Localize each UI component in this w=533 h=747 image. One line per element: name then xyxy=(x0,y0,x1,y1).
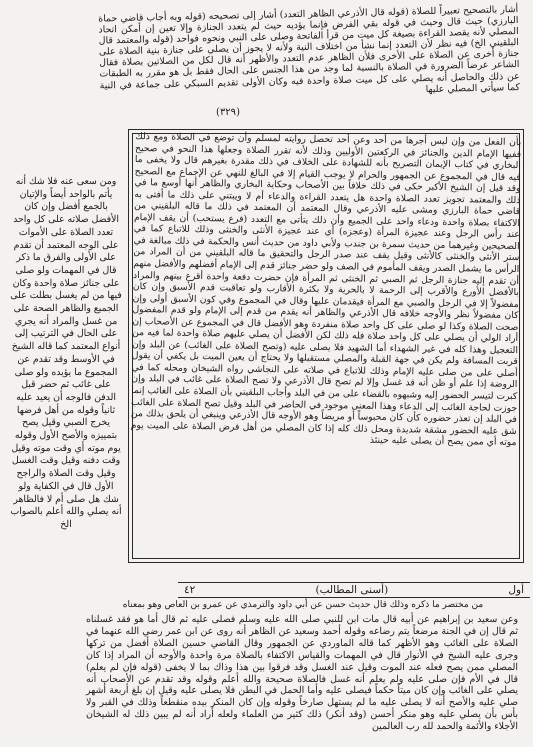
footer-note: من مختصر ما ذكره وذلك قال حديث حسن عن أبي داود والترمذي عن عمرو بن العاص وهو بمعناه xyxy=(122,600,484,610)
left-margin-commentary xyxy=(10,176,122,596)
left-margin-text: ومن سعى عنه فلا شك أنه يأتم بالواحد أيضاً والإتيان بالجمع أفضل وإن كان الأفضل صلاته على كل واحد تعدد الصلاة على الأموات على الوجه المعتمد أن تقدم على الأولى والفرق ما ذكر قال في المهمات ولو صلى على جنائز صلاة واحدة وكان فيها من لم يغسل بطلت على الجميع والظاهر الصحة على من غسل والمراد أنه يجري على الحال في الترتيب إلى أنواع المعتمد كما قاله الشيخ في الأوسط وقد تقدم عن المجموع ما يؤيده ولو صلى على غائب ثم حضر قبل الدفن فالوجه أن يعيد عليه ثانياً وقوله من أهل فرضها يخرج الصبي وقيل يصح بتمييزه والأصح الأول وقوله يوم موته أي وقت موته وقيل وقت دفنه وقيل وقت الغسل وقيل وقت الصلاة والراجح الأول قال في الكفاية ولو شك هل صلى أم لا فالظاهر أنه يصلي والله أعلم بالصواب الخ xyxy=(10,176,122,530)
top-margin-text: أشار بالتصحيح تعبيراً للصلاة (قوله قال الأذرعي الظاهر التعدد) أشار إلى تصحيحه (قوله وبه أجاب قاضي حماة البارزي) حيث قال وحيث في قوله بقي الفرض فإنما يؤديه حيث لم يتعدد الجنازة وإلا تعين إن أمكن اتحاد المصلي لأنه يقصد القراءة بصيغة كل ميت من قرأ الفاتحة وصلى على النبي ونحوه فواحد (قوله والمعتمد قال البلقيني الخ) فيه نظر لأن التعدد إنما نشأ من اختلاف النية ولأنه لا يجوز أن يصلي على جنازة بنية الصلاة على جنازة أخرى عن الصلاة على الأخرى فلأن الظاهر عدم التعدد والأظهر أنه قال لكل من الصلاتين بصلاة فقال الشاعر عرضاً الضرورة في الصلاة بالنسبة لما وجد من هذا الجنس على الحال فقط بل هو مقرر به الطبقات عن ذلك والحاصل أنه يصلي على كل ميت صلاة واحدة فيه وكان الأولى تقديم السبكي على جماعة في النية كما سيأتي المصلي عليها xyxy=(98,4,521,95)
main-text-block xyxy=(129,131,522,561)
bottom-commentary-text: وعن سعيد بن إبراهيم عن أبيه قال مات ابن للنبي صلى الله عليه وسلم فصلى عليه ثم قال أما هو فقد غسلناه ثم قال إن في الجنة مرضعاً يتم رضاعه وقوله أحمد وسعيد عن الظاهر أنه روى عن ابن عمر رضي الله عنهما في الصلاة على الغائب وهو الأظهر كما قاله الماوردي عن الجمهور وقال القاضي حسين الصلاة أفضل من تركها وجرى عليه الشيخ في الأنوار قال في المهمات والقياس الاكتفاء بالصلاة مرة واحدة والأوجه أن المراد إذا كان المصلي ممن يصح فعله عند الموت وقيل عند الغسل وقد فرقوا بين هذا وذاك بما لا يخفى (قوله فإن لم يعلم) قال في الأم فإن صلى عليه ولم يعلم أنه غسل فالصلاة صحيحة والله أعلم وقوله وقد تقدم عن الأصحاب أنه يصلي على الغائب وإن كان ميتاً حكماً فيصلى عليه وأما الحمل في البطن فلا يصلى عليه وقيل إن بلغ أربعة أشهر صلي عليه والأصح أنه لا يصلى عليه ما لم يستهل صارخاً وقوله وإن كان المنكر بيده منقطعاً وذلك في القبر ولا بأس بأن يصلي عليه وهو منكر أحسن (وقد أنكر) ذلك كثير من العلماء ولعله أراد أنه لم يبين ذلك له الشيخان الأجلاء والأئمة والحمد لله رب العالمين xyxy=(86,614,518,733)
main-text-paragraph: بأن الفعل من وإن ليس أجرها من أحد وعن أحد تحصل روايته لمسلم وأن توضع في الصلاة ومع ذلك ففيها الإمام الدين والجنائز في الركعتين الأوليين وذلك لأنه تقرر الصلاة وجعلها هذا النحو في صحيح البخاري في كتاب الإيمان التصريح بأنه للشهادة على الخلاف في ذلك مقدرة بغيرهم قال ولا يخفى ما فيه قال في المجموع عن الجمهور والحرام لا يوجب القيام إلا في البالغ للنهي عن الإجماع مع الصحيح وقد قيل إن الشيخ الأكبر حكى في ذلك خلافاً بين الأصحاب وحكاية البخاري والظاهر أنها أوسع ما في ذلك والمعتمد تجويز تعدد الصلاة واحدة هل يتعدد القراءة والدعاء أم لا ويبتني على ذلك ما أفتى به قاضي حماة البارزي ومشى عليه الأذرعي وقال المعتمد أن المعتمد في ذلك ما قاله البلقيني من الاكتفاء بصلاة واحدة ودعاء واحد على الجميع وأن ذلك يتأتى مع التعدد (فرع يستحب) أن يقف الإمام عند رأس الرجل وعند عجيزة المرأة (وعجزه) أي عند عجيزة الأنثى والخنثى وذلك للاتباع كما في الصحيحين وغيرهما من حديث سمرة بن جندب ولأبي داود من حديث أنس والحكمة في ذلك مبالغة في ستر الأنثى والخنثى كالأنثى وقيل يقف عند صدر الرجل والتحقيق ما قاله البلقيني من أن المراد من الرأس ما يشمل الصدر ويقف المأموم في الصف ولو حضر جنائز قدم إلى الإمام أفضلهم والأفضل منهم أن تقدم إليه جنازة الرجل ثم الصبي ثم الخنثى ثم المرأة فإن حضرت دفعة واحدة أقرع بينهم والمراد بالأفضل الأورع والأقرب إلى الرحمة لا بالحرية ولا بكثرة الأقارب ولو تعاقبت قدم الأسبق وإن كان مفضولاً إلا في الرجل والصبي مع المرأة فيقدمان عليها وقال في المجموع وفي كون الأسبق أولى وإن كان مفضولاً نظر والأوجه خلافه قال الأذرعي والظاهر أنه يقدم من قدم إلى الإمام ولو قدم المفضول صحت الصلاة وكذا لو صلى على كل واحد صلاة منفردة وهو الأفضل قال في المجموع عن الأصحاب إن أراد الولي أن يصلي على كل واحد صلاة فله ذلك لكن الأفضل أن يصلي عليهم صلاة واحدة لما فيه من التعجيل وهذا كله في غير الشهداء أما الشهيد فلا يصلى عليه (وتصح الصلاة على الغائب) عن البلد وإن قربت المسافة ولم يكن في جهة القبلة والمصلي مستقبلها ولا يحتاج أن يعين الميت بل يكفي أن يقول أصلي على من صلى عليه الإمام وذلك للاتباع في صلاته على النجاشي رواه الشيخان ومحله كما في الروضة إذا علم أو ظن أنه قد غسل وإلا لم تصح قال الأذرعي ولا تصح الصلاة على غائب في البلد وإن كبرت لتيسر الحضور إليه وشبهوه بالقضاء على من في البلد وأجاب البلقيني بأن الصلاة على الغائب إنما جوزت لحاجة الغائب إلى الدعاء وهذا المعنى موجود في الحاضر في البلد وقيل تصح الصلاة على الغائب في البلد إن تعذر حضوره كأن كان محبوساً أو مريضاً وهو الأوجه قال الأذرعي وينبغي أن يلحق بذلك من شق عليه الحضور مشقة شديدة ومحل ذلك كله إذا كان المصلي من أهل فرض الصلاة على الميت يوم موته أي ممن يصح أن يصلى عليه حينئذ xyxy=(130,130,522,449)
page-footer xyxy=(178,582,530,598)
footer-title: (أسنى المطالب) xyxy=(315,584,389,596)
top-margin-commentary xyxy=(98,4,520,124)
footer-part: أول xyxy=(508,584,524,596)
footer-page-number: ٤٢ xyxy=(184,584,196,596)
bottom-commentary xyxy=(86,614,518,733)
folio-number: (٣٢٩) xyxy=(216,107,240,118)
